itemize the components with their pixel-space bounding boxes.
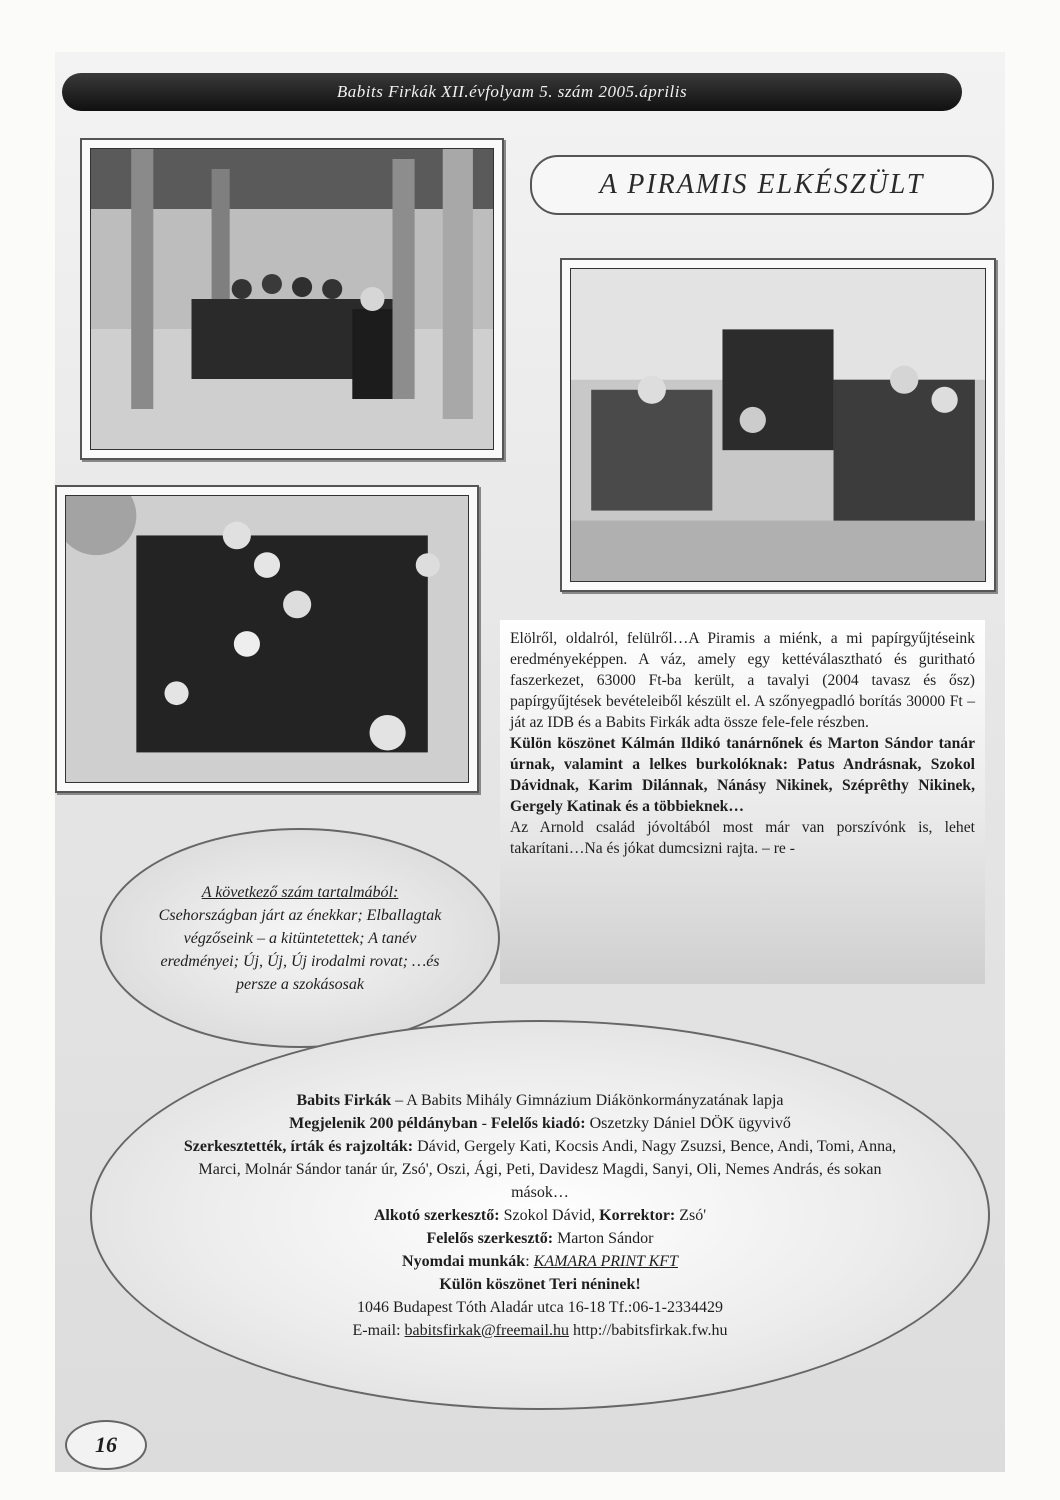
article-body xyxy=(500,620,985,984)
imprint-line-address: 1046 Budapest Tóth Aladár utca 16-18 Tf.:06-1-2334429 xyxy=(356,1298,723,1316)
imprint-line-thanks: Külön köszönet Teri néninek! xyxy=(439,1275,641,1293)
article-paragraph: Elölről, oldalról, felülről…A Piramis a miénk, a mi papírgyűjtéseink eredményeképpen. A váz, amely egy kettéválasztható és guritható faszerkezet, 63000 Ft-ba került, a tavalyi (2004 tavasz és ősz) papírgyűjtések bevételeiből készült el. A szőnyegpadló borítás 30000 Ft – ját az IDB és a Babits Firkák adta össze fele-fele részben. xyxy=(510,630,975,731)
group-photo-image xyxy=(571,269,985,581)
next-issue-bubble xyxy=(100,828,500,1048)
imprint-box xyxy=(90,1020,990,1410)
website-link[interactable]: http://babitsfirkak.fw.hu xyxy=(568,1321,728,1339)
imprint-line-publication: Babits Firkák – A Babits Mihály Gimnázium Diákönkormányzatának lapja xyxy=(296,1091,784,1109)
article-closing: Az Arnold család jóvoltából most már van porszívónk is, lehet takarítani…Na és jókat dumcsizni rajta. – re - xyxy=(510,819,975,857)
hall-photo-image xyxy=(91,149,493,449)
masthead-bar xyxy=(62,73,962,111)
page-number: 16 xyxy=(65,1420,147,1470)
group-photo xyxy=(560,258,996,592)
next-issue-contents: Csehországban járt az énekkar; Elballagtak végzőseink – a kitüntetettek; A tanév eredményei; Új, Új, Új irodalmi rovat; …és persze a szokásosak xyxy=(158,906,442,993)
imprint-line-printing: Nyomdai munkák: KAMARA PRINT KFT xyxy=(402,1252,678,1270)
imprint-line-publisher: Megjelenik 200 példányban - Felelős kiadó: Oszetzky Dániel DÖK ügyvivő xyxy=(289,1114,791,1132)
imprint-line-editors: Szerkesztették, írták és rajzolták: Dávid, Gergely Kati, Kocsis Andi, Nagy Zsuzsi, Bence, Andi, Tomi, Anna, Marci, Molnár Sándor tanár úr, Zsó', Oszi, Ági, Peti, Davidesz Magdi, Sanyi, Oli, Nemes András, és sokan mások… xyxy=(183,1137,897,1201)
hall-photo xyxy=(80,138,504,460)
imprint-line-creative-editor: Alkotó szerkesztő: Szokol Dávid, Korrektor: Zsó' xyxy=(373,1206,707,1224)
overhead-photo xyxy=(55,485,479,793)
overhead-photo-image xyxy=(66,496,468,782)
imprint-line-contact: E-mail: babitsfirkak@freemail.hu http://babitsfirkak.fw.hu xyxy=(352,1321,728,1339)
article-title: A PIRAMIS ELKÉSZÜLT xyxy=(530,155,994,215)
next-issue-heading: A következő szám tartalmából: xyxy=(201,883,399,901)
article-thanks: Külön köszönet Kálmán Ildikó tanárnőnek és Marton Sándor tanár úrnak, valamint a lelkes burkolóknak: Patus Andrásnak, Szokol Dávidnak, Karim Dilánnak, Nánásy Nikinek, Széprêthy Nikinek, Gergely Katinak és a többieknek… xyxy=(510,735,975,815)
imprint-line-responsible-editor: Felelős szerkesztő: Marton Sándor xyxy=(426,1229,654,1247)
email-link[interactable]: babitsfirkak@freemail.hu xyxy=(404,1321,569,1339)
masthead-text: Babits Firkák XII.évfolyam 5. szám 2005.április xyxy=(336,82,688,101)
